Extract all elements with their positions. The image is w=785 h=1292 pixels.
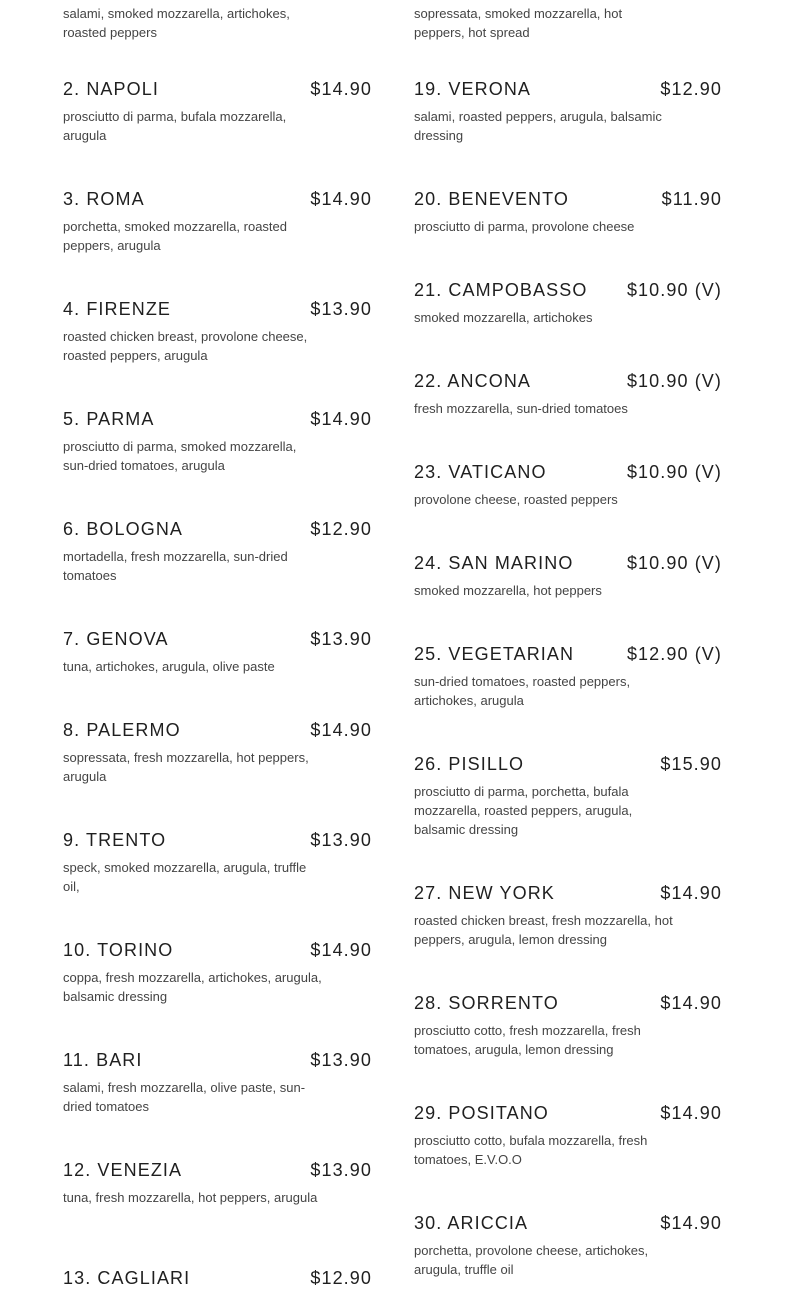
menu-item-price: $10.90 (V) <box>626 553 722 573</box>
menu-item-description: mortadella, fresh mozzarella, sun-dried tomatoes <box>63 549 288 583</box>
menu-item-name: 25. VEGETARIAN <box>414 644 575 664</box>
menu-item-price: $15.90 <box>660 754 722 774</box>
menu-item-description: sopressata, fresh mozzarella, hot peppers, arugula <box>63 750 309 784</box>
menu-item-name: 21. CAMPOBASSO <box>414 280 588 300</box>
menu-item <box>63 629 372 676</box>
menu-item-name: 13. CAGLIARI <box>63 1268 191 1288</box>
menu-item <box>414 371 722 418</box>
menu-item-description: porchetta, smoked mozzarella, roasted peppers, arugula <box>63 219 287 253</box>
menu-item-name: 20. BENEVENTO <box>414 189 570 209</box>
menu-item-name: 4. FIRENZE <box>63 299 172 319</box>
menu-item-name: 9. TRENTO <box>63 830 167 850</box>
menu-item-description: prosciutto di parma, provolone cheese <box>414 219 635 234</box>
menu-item-name: 3. ROMA <box>63 189 145 209</box>
menu-item <box>414 189 722 236</box>
menu-item-price: $11.90 <box>661 189 722 209</box>
menu-item-price: $13.90 <box>310 1160 372 1180</box>
menu-item-name: 28. SORRENTO <box>414 993 559 1013</box>
menu-item-price: $14.90 <box>660 883 722 903</box>
menu-item <box>414 280 722 327</box>
menu-item-description: roasted chicken breast, provolone cheese, roasted peppers, arugula <box>63 329 308 363</box>
menu-item <box>63 299 372 365</box>
menu-item-price: $12.90 (V) <box>626 644 722 664</box>
menu-item <box>414 462 722 509</box>
menu-item-description: coppa, fresh mozzarella, artichokes, arugula, balsamic dressing <box>63 970 322 1004</box>
menu-item <box>414 0 722 42</box>
menu-item-name: 11. BARI <box>63 1050 143 1070</box>
menu-item <box>414 993 722 1059</box>
menu-item-price: $14.90 <box>310 940 372 960</box>
menu-item-description: tuna, artichokes, arugula, olive paste <box>63 659 275 674</box>
menu-item-description: provolone cheese, roasted peppers <box>414 492 618 507</box>
menu-item <box>63 0 372 42</box>
menu-item-description: sopressata, smoked mozzarella, hot peppers, hot spread <box>414 6 623 40</box>
menu-item <box>414 644 722 710</box>
menu-item <box>63 830 372 896</box>
menu-item <box>414 79 722 145</box>
menu-item <box>414 553 722 600</box>
menu-item-price: $14.90 <box>310 720 372 740</box>
menu-item-price: $10.90 (V) <box>626 280 722 300</box>
menu-item-price: $14.90 <box>660 1213 722 1233</box>
menu-item-price: $13.90 <box>310 299 372 319</box>
menu-item <box>414 754 722 839</box>
menu-item <box>63 1050 372 1116</box>
menu-item-name: 27. NEW YORK <box>414 883 555 903</box>
menu-item-description: sun-dried tomatoes, roasted peppers, artichokes, arugula <box>414 674 631 708</box>
menu-item-name: 26. PISILLO <box>414 754 525 774</box>
menu-item-price: $10.90 (V) <box>626 462 722 482</box>
menu-item <box>63 409 372 475</box>
menu-item-name: 24. SAN MARINO <box>414 553 574 573</box>
menu-item-description: prosciutto di parma, smoked mozzarella, sun-dried tomatoes, arugula <box>63 439 297 473</box>
menu-item-price: $14.90 <box>660 993 722 1013</box>
menu-item-name: 6. BOLOGNA <box>63 519 184 539</box>
menu-item-description: salami, smoked mozzarella, artichokes, roasted peppers <box>63 6 290 40</box>
menu-item <box>414 1103 722 1169</box>
menu-item-name: 22. ANCONA <box>414 371 532 391</box>
menu-item-price: $12.90 <box>660 79 722 99</box>
menu-item-price: $13.90 <box>310 629 372 649</box>
menu-item-description: prosciutto di parma, porchetta, bufala mozzarella, roasted peppers, arugula, balsamic dressing <box>414 784 633 837</box>
menu-item-name: 2. NAPOLI <box>63 79 159 99</box>
menu-item-description: tuna, fresh mozzarella, hot peppers, arugula <box>63 1190 318 1205</box>
menu-item-price: $12.90 <box>310 1268 372 1288</box>
menu-item-price: $12.90 <box>310 519 372 539</box>
menu-item-price: $14.90 <box>310 189 372 209</box>
menu-item-price: $10.90 (V) <box>626 371 722 391</box>
menu-item <box>63 189 372 255</box>
menu-item-price: $14.90 <box>660 1103 722 1123</box>
menu-item-description: roasted chicken breast, fresh mozzarella, hot peppers, arugula, lemon dressing <box>414 913 673 947</box>
menu-item-name: 5. PARMA <box>63 409 155 429</box>
menu-item-price: $13.90 <box>310 1050 372 1070</box>
menu-item-name: 10. TORINO <box>63 940 174 960</box>
menu-item-description: fresh mozzarella, sun-dried tomatoes <box>414 401 628 416</box>
menu-item-description: speck, smoked mozzarella, arugula, truffle oil, <box>63 860 307 894</box>
menu-item <box>414 1213 722 1279</box>
menu-item-description: porchetta, provolone cheese, artichokes, arugula, truffle oil <box>414 1243 649 1277</box>
menu-item <box>63 1160 372 1207</box>
menu-item-description: prosciutto cotto, bufala mozzarella, fresh tomatoes, E.V.O.O <box>414 1133 648 1167</box>
menu-item <box>63 1268 372 1292</box>
menu-item <box>63 519 372 585</box>
menu-item-description: salami, roasted peppers, arugula, balsamic dressing <box>414 109 662 143</box>
menu-item-price: $14.90 <box>310 409 372 429</box>
menu-item-name: 29. POSITANO <box>414 1103 549 1123</box>
menu-item-description: smoked mozzarella, artichokes <box>414 310 593 325</box>
menu-item-name: 8. PALERMO <box>63 720 181 740</box>
menu-item <box>63 720 372 786</box>
menu-item <box>63 79 372 145</box>
menu-item-price: $13.90 <box>310 830 372 850</box>
menu-item-description: smoked mozzarella, hot peppers <box>414 583 602 598</box>
menu-item <box>414 883 722 949</box>
menu-item-name: 19. VERONA <box>414 79 532 99</box>
menu-item-description: salami, fresh mozzarella, olive paste, sun-dried tomatoes <box>63 1080 306 1114</box>
menu-item <box>63 940 372 1006</box>
menu-item-name: 7. GENOVA <box>63 629 169 649</box>
menu-item-price: $14.90 <box>310 79 372 99</box>
menu-item-name: 23. VATICANO <box>414 462 547 482</box>
menu-item-description: prosciutto di parma, bufala mozzarella, arugula <box>63 109 287 143</box>
menu-item-name: 12. VENEZIA <box>63 1160 183 1180</box>
menu-item-name: 30. ARICCIA <box>414 1213 529 1233</box>
menu-item-description: prosciutto cotto, fresh mozzarella, fresh tomatoes, arugula, lemon dressing <box>414 1023 641 1057</box>
